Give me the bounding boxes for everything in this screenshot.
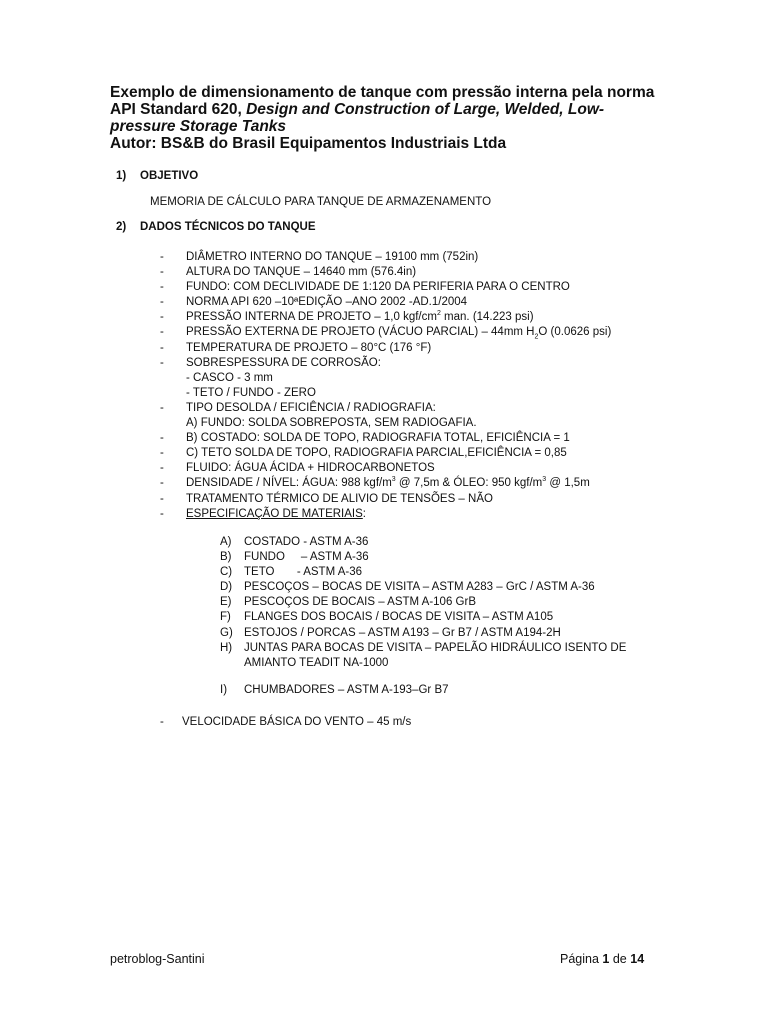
- section-1-title: OBJETIVO: [140, 170, 199, 182]
- section-1-heading: [116, 170, 198, 182]
- list-item: - TIPO DESOLDA / EFICIÊNCIA / RADIOGRAFIA:: [160, 401, 436, 414]
- section-1-text: MEMORIA DE CÁLCULO PARA TANQUE DE ARMAZENAMENTO: [150, 196, 492, 208]
- material-item: D) PESCOÇOS – BOCAS DE VISITA – ASTM A283 – GrC / ASTM A-36: [220, 581, 595, 594]
- materials-list: [220, 535, 660, 671]
- material-item: H) JUNTAS PARA BOCAS DE VISITA – PAPELÃO HIDRÁULICO ISENTO DE AMIANTO TEADIT NA-1000: [220, 641, 627, 669]
- section-2-heading: [116, 221, 316, 233]
- title-author: Autor: BS&B do Brasil Equipamentos Industriais Ltda: [110, 135, 507, 152]
- list-item-materials-heading: - ESPECIFICAÇÃO DE MATERIAIS:: [160, 507, 366, 520]
- list-item: - PRESSÃO EXTERNA DE PROJETO (VÁCUO PARCIAL) – 44mm $H_2O$ (0.0626 psi): [160, 326, 612, 341]
- list-item-continuation: - TETO / FUNDO - ZERO: [186, 386, 316, 399]
- material-item: E) PESCOÇOS DE BOCAIS – ASTM A-106 GrB: [220, 596, 476, 609]
- section-1-number: 1): [116, 170, 127, 182]
- list-item: - FUNDO: COM DECLIVIDADE DE 1:120 DA PERIFERIA PARA O CENTRO: [160, 281, 570, 294]
- title-line-3-italic: pressure Storage Tanks: [110, 118, 287, 135]
- list-item-continuation: - CASCO - 3 mm: [186, 371, 273, 384]
- title-line-1: Exemplo de dimensionamento de tanque com pressão interna pela norma: [110, 84, 655, 101]
- title-line-2-italic: Design and Construction of Large, Welded, Low-: [246, 101, 605, 118]
- title-line-2-prefix: API Standard 620,: [110, 101, 247, 118]
- list-item: - SOBRESPESSURA DE CORROSÃO:: [160, 356, 381, 369]
- list-item-continuation: A) FUNDO: SOLDA SOBREPOSTA, SEM RADIOGAFIA.: [186, 417, 477, 430]
- list-item: - DIÂMETRO INTERNO DO TANQUE – 19100 mm (752in): [160, 251, 479, 263]
- list-item: - FLUIDO: ÁGUA ÁCIDA + HIDROCARBONETOS: [160, 462, 435, 475]
- list-item: - NORMA API 620 –10ªEDIÇÃO –ANO 2002 -AD.1/2004: [160, 296, 468, 309]
- material-item: A) COSTADO - ASTM A-36: [220, 536, 369, 548]
- section-2-title: DADOS TÉCNICOS DO TANQUE: [140, 221, 316, 233]
- material-item-i: I) CHUMBADORES – ASTM A-193–Gr B7: [220, 684, 449, 696]
- title-line-3: [110, 118, 710, 135]
- material-item: B) FUNDO – ASTM A-36: [220, 551, 369, 564]
- material-item: C) TETO - ASTM A-36: [220, 566, 363, 579]
- list-item: - TRATAMENTO TÉRMICO DE ALIVIO DE TENSÕES – NÃO: [160, 492, 493, 505]
- list-item: - ALTURA DO TANQUE – 14640 mm (576.4in): [160, 266, 417, 279]
- technical-data-list: [160, 250, 680, 522]
- material-item: G) ESTOJOS / PORCAS – ASTM A193 – Gr B7 / ASTM A194-2H: [220, 626, 561, 639]
- document-title: [110, 84, 710, 152]
- list-item: - PRESSÃO INTERNA DE PROJETO – 1,0 kgf/$cm^2$ man. (14.223 psi): [160, 310, 534, 324]
- list-item: - DENSIDADE / NÍVEL: ÁGUA: 988 kgf/$m^3$ @ 7,5m & ÓLEO: 950 kgf/$m^3$ @ 1,5m: [160, 476, 590, 490]
- title-line-2: [110, 101, 710, 118]
- list-item: - C) TETO SOLDA DE TOPO, RADIOGRAFIA PARCIAL,EFICIÊNCIA = 0,85: [160, 447, 567, 460]
- section-2-number: 2): [116, 221, 127, 233]
- footer-source: petroblog-Santini: [110, 952, 205, 966]
- list-item: - TEMPERATURA DE PROJETO – 80°C (176 °F): [160, 341, 432, 354]
- material-item: F) FLANGES DOS BOCAIS / BOCAS DE VISITA – ASTM A105: [220, 611, 554, 624]
- footer-page-number: Página 1 de 14: [560, 952, 645, 966]
- list-item: - B) COSTADO: SOLDA DE TOPO, RADIOGRAFIA TOTAL, EFICIÊNCIA = 1: [160, 432, 570, 445]
- wind-speed-item: - VELOCIDADE BÁSICA DO VENTO – 45 m/s: [160, 716, 412, 728]
